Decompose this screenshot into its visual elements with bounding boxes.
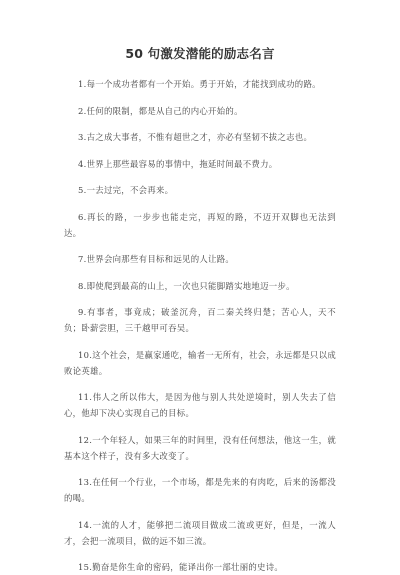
- quote-item: 12.一个年轻人，如果三年的时间里，没有任何想法，他这一生，就基本这个样子，没有多大改变了。: [64, 434, 336, 461]
- quote-item: 15.勤奋是你生命的密码，能译出你一部壮丽的史诗。: [78, 562, 284, 572]
- quote-item: 6.再长的路，一步步也能走完，再短的路，不迈开双脚也无法到达。: [64, 211, 336, 238]
- quote-item: 1.每一个成功者都有一个开始。勇于开始，才能找到成功的路。: [78, 79, 321, 89]
- quote-item: 4.世界上那些最容易的事情中，拖延时间最不费力。: [78, 158, 278, 169]
- quote-item: 8.即使爬到最高的山上，一次也只能脚踏实地地迈一步。: [78, 280, 295, 291]
- quote-item: 5.一去过完，不会再来。: [78, 185, 174, 195]
- quote-item: 10.这个社会，是赢家通吃，输者一无所有，社会，永远都是只以成败论英雄。: [64, 349, 336, 376]
- quote-item: 7.世界会向那些有目标和远见的人让路。: [78, 254, 235, 264]
- quote-item: 14.一流的人才，能够把二流项目做成二流或更好，但是，一流人才，会把一流项目，做的远不如三流。: [64, 519, 336, 546]
- quote-item: 9.有事者，事竟成；破釜沉舟，百二秦关终归楚；苦心人，天不负；卧薪尝胆，三千越甲可吞吴。: [64, 307, 336, 333]
- quote-item: 3.古之成大事者，不惟有超世之才，亦必有坚韧不拔之志也。: [78, 132, 313, 142]
- quote-item: 11.伟人之所以伟大，是因为他与别人共处逆境时，别人失去了信心，他却下决心实现自己的目标。: [64, 392, 336, 418]
- quote-item: 2.任何的限制，都是从自己的内心开始的。: [78, 105, 243, 116]
- page-title: 50 句激发潜能的励志名言: [125, 46, 275, 61]
- quote-item: 13.在任何一个行业，一个市场，都是先来的有肉吃，后来的汤都没的喝。: [64, 477, 336, 503]
- quote-list: [64, 76, 336, 575]
